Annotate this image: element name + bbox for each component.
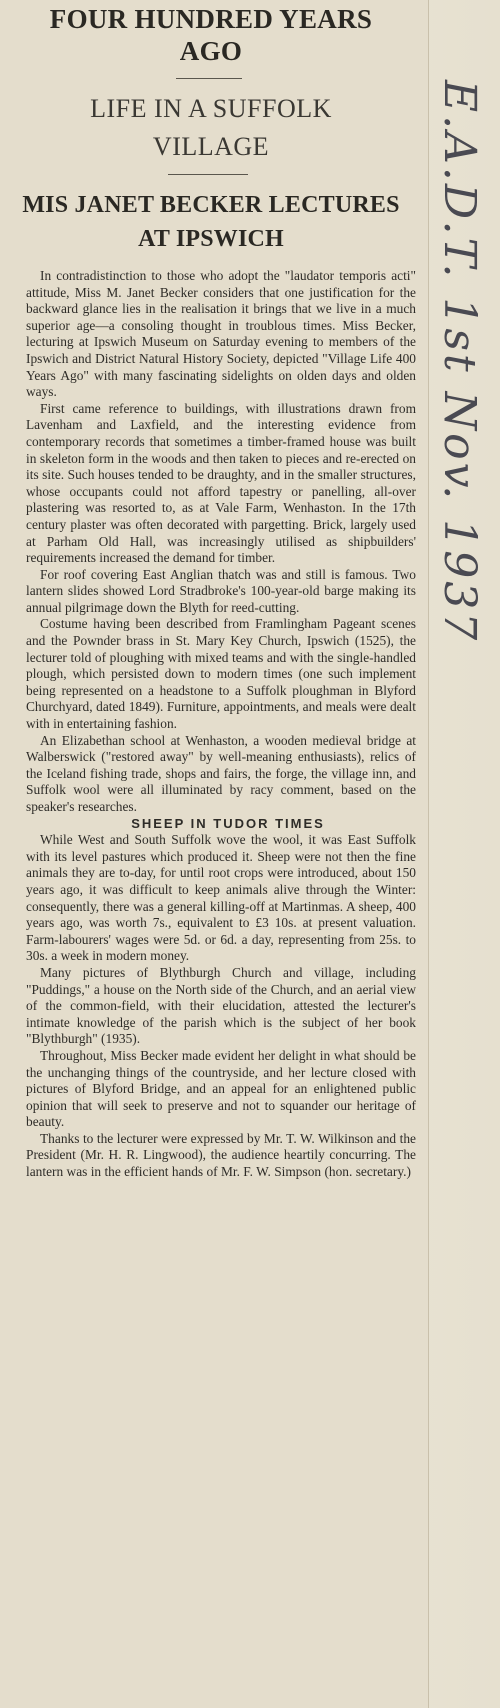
article-paragraph: First came reference to buildings, with illustrations drawn from Lavenham and Laxfield, and the interesting evidence from contemporary records that sometimes a timber-framed house was built in skeleton form in the woods and then taken to pieces and re-erected on its site. Such houses tended to be draughty, and in the smaller structures, whose occupants could not afford tapestry or panelling, all-over plastering was resorted to, as at Vale Farm, Wenhaston. In the 17th century plaster was often decorated with pargetting. Brick, largely used at Parham Old Hall, was increasingly utilised as shipbuilders' requirements increased the demand for timber. xyxy=(26,400,416,566)
lecture-heading-line-1: MIS JANET BECKER LECTURES xyxy=(22,192,400,218)
article-paragraph: While West and South Suffolk wove the wool, it was East Suffolk with its level pastures which produced it. Sheep were not then the fine animals they are to-day, for until root crops were introduced, about 150 years ago, it was difficult to keep animals alive through the Winter: consequently, there was a general killing-off at Martinmas. A sheep, 400 years ago, was worth 7s., equivalent to £3 10s. at present valuation. Farm-labourers' wages were 5d. or 6d. a day, representing from 25s. to 30s. a week in modern money. xyxy=(26,832,416,964)
headline-line-2: AGO xyxy=(179,36,243,66)
handwritten-annotation xyxy=(425,80,495,644)
article-paragraph: Thanks to the lecturer were expressed by Mr. T. W. Wilkinson and the President (Mr. H. R. Lingwood), the audience heartily concurring. The lantern was in the efficient hands of Mr. F. W. Simpson (hon. secretary.) xyxy=(26,1130,416,1180)
article-paragraph: For roof covering East Anglian thatch was and still is famous. Two lantern slides showed Lord Stradbroke's 100-year-old barge making its annual pilgrimage down the Blyth for reed-cutting. xyxy=(26,566,416,615)
divider-rule xyxy=(168,174,248,175)
article-paragraph: An Elizabethan school at Wenhaston, a wooden medieval bridge at Walberswick ("restored away" by well-meaning enthusiasts), relics of the Iceland fishing trade, shops and fairs, the forge, the village inn, and Suffolk wool were all illuminated by racy comment, based on the speaker's researches. xyxy=(26,732,416,814)
lecture-heading-line-2: AT IPSWICH xyxy=(138,226,284,252)
article-paragraph: Throughout, Miss Becker made evident her delight in what should be the unchanging things of the countryside, and her lecture closed with pictures of Blyford Bridge, and an appeal for an enlightened public opinion that will seek to preserve and not to squander our heritage of beauty. xyxy=(26,1047,416,1130)
subheadline-line-1: LIFE IN A SUFFOLK xyxy=(90,94,332,123)
subheadline-line-2: VILLAGE xyxy=(152,132,270,161)
headline-line-1: FOUR HUNDRED YEARS xyxy=(49,4,373,34)
divider-rule xyxy=(176,78,242,79)
article-paragraph: Costume having been described from Framlingham Pageant scenes and the Pownder brass in St. Mary Key Church, Ipswich (1525), the lecturer told of ploughing with mixed teams and with the single-handled plough, which persisted down to modern times (one such implement being represented on a headstone to a Suffolk ploughman in Blyford Churchyard, dated 1849). Furniture, appointments, and meals were dealt with in entertaining fashion. xyxy=(26,616,416,732)
section-subhead: SHEEP IN TUDOR TIMES xyxy=(131,815,325,831)
article-body xyxy=(26,268,416,1181)
article-paragraph: In contradistinction to those who adopt the "laudator temporis acti" attitude, Miss M. Janet Becker considers that one justification for the backward glance lies in the realisation it brings that we live in a much superior age—a consoling thought in troublous times. Miss Becker, lecturing at Ipswich Museum on Saturday evening to members of the Ipswich and District Natural History Society, depicted "Village Life 400 Years Ago" with many fascinating sidelights on olden days and olden ways. xyxy=(26,268,416,400)
handwritten-date: E.A.D.T. 1st Nov. 1937 xyxy=(434,80,485,644)
article-paragraph: Many pictures of Blythburgh Church and village, including "Puddings," a house on the North side of the Church, and an aerial view of the common-field, with their elucidation, attested the lecturer's intimate knowledge of the parish which is the subject of her book "Blythburgh" (1935). xyxy=(26,964,416,1047)
